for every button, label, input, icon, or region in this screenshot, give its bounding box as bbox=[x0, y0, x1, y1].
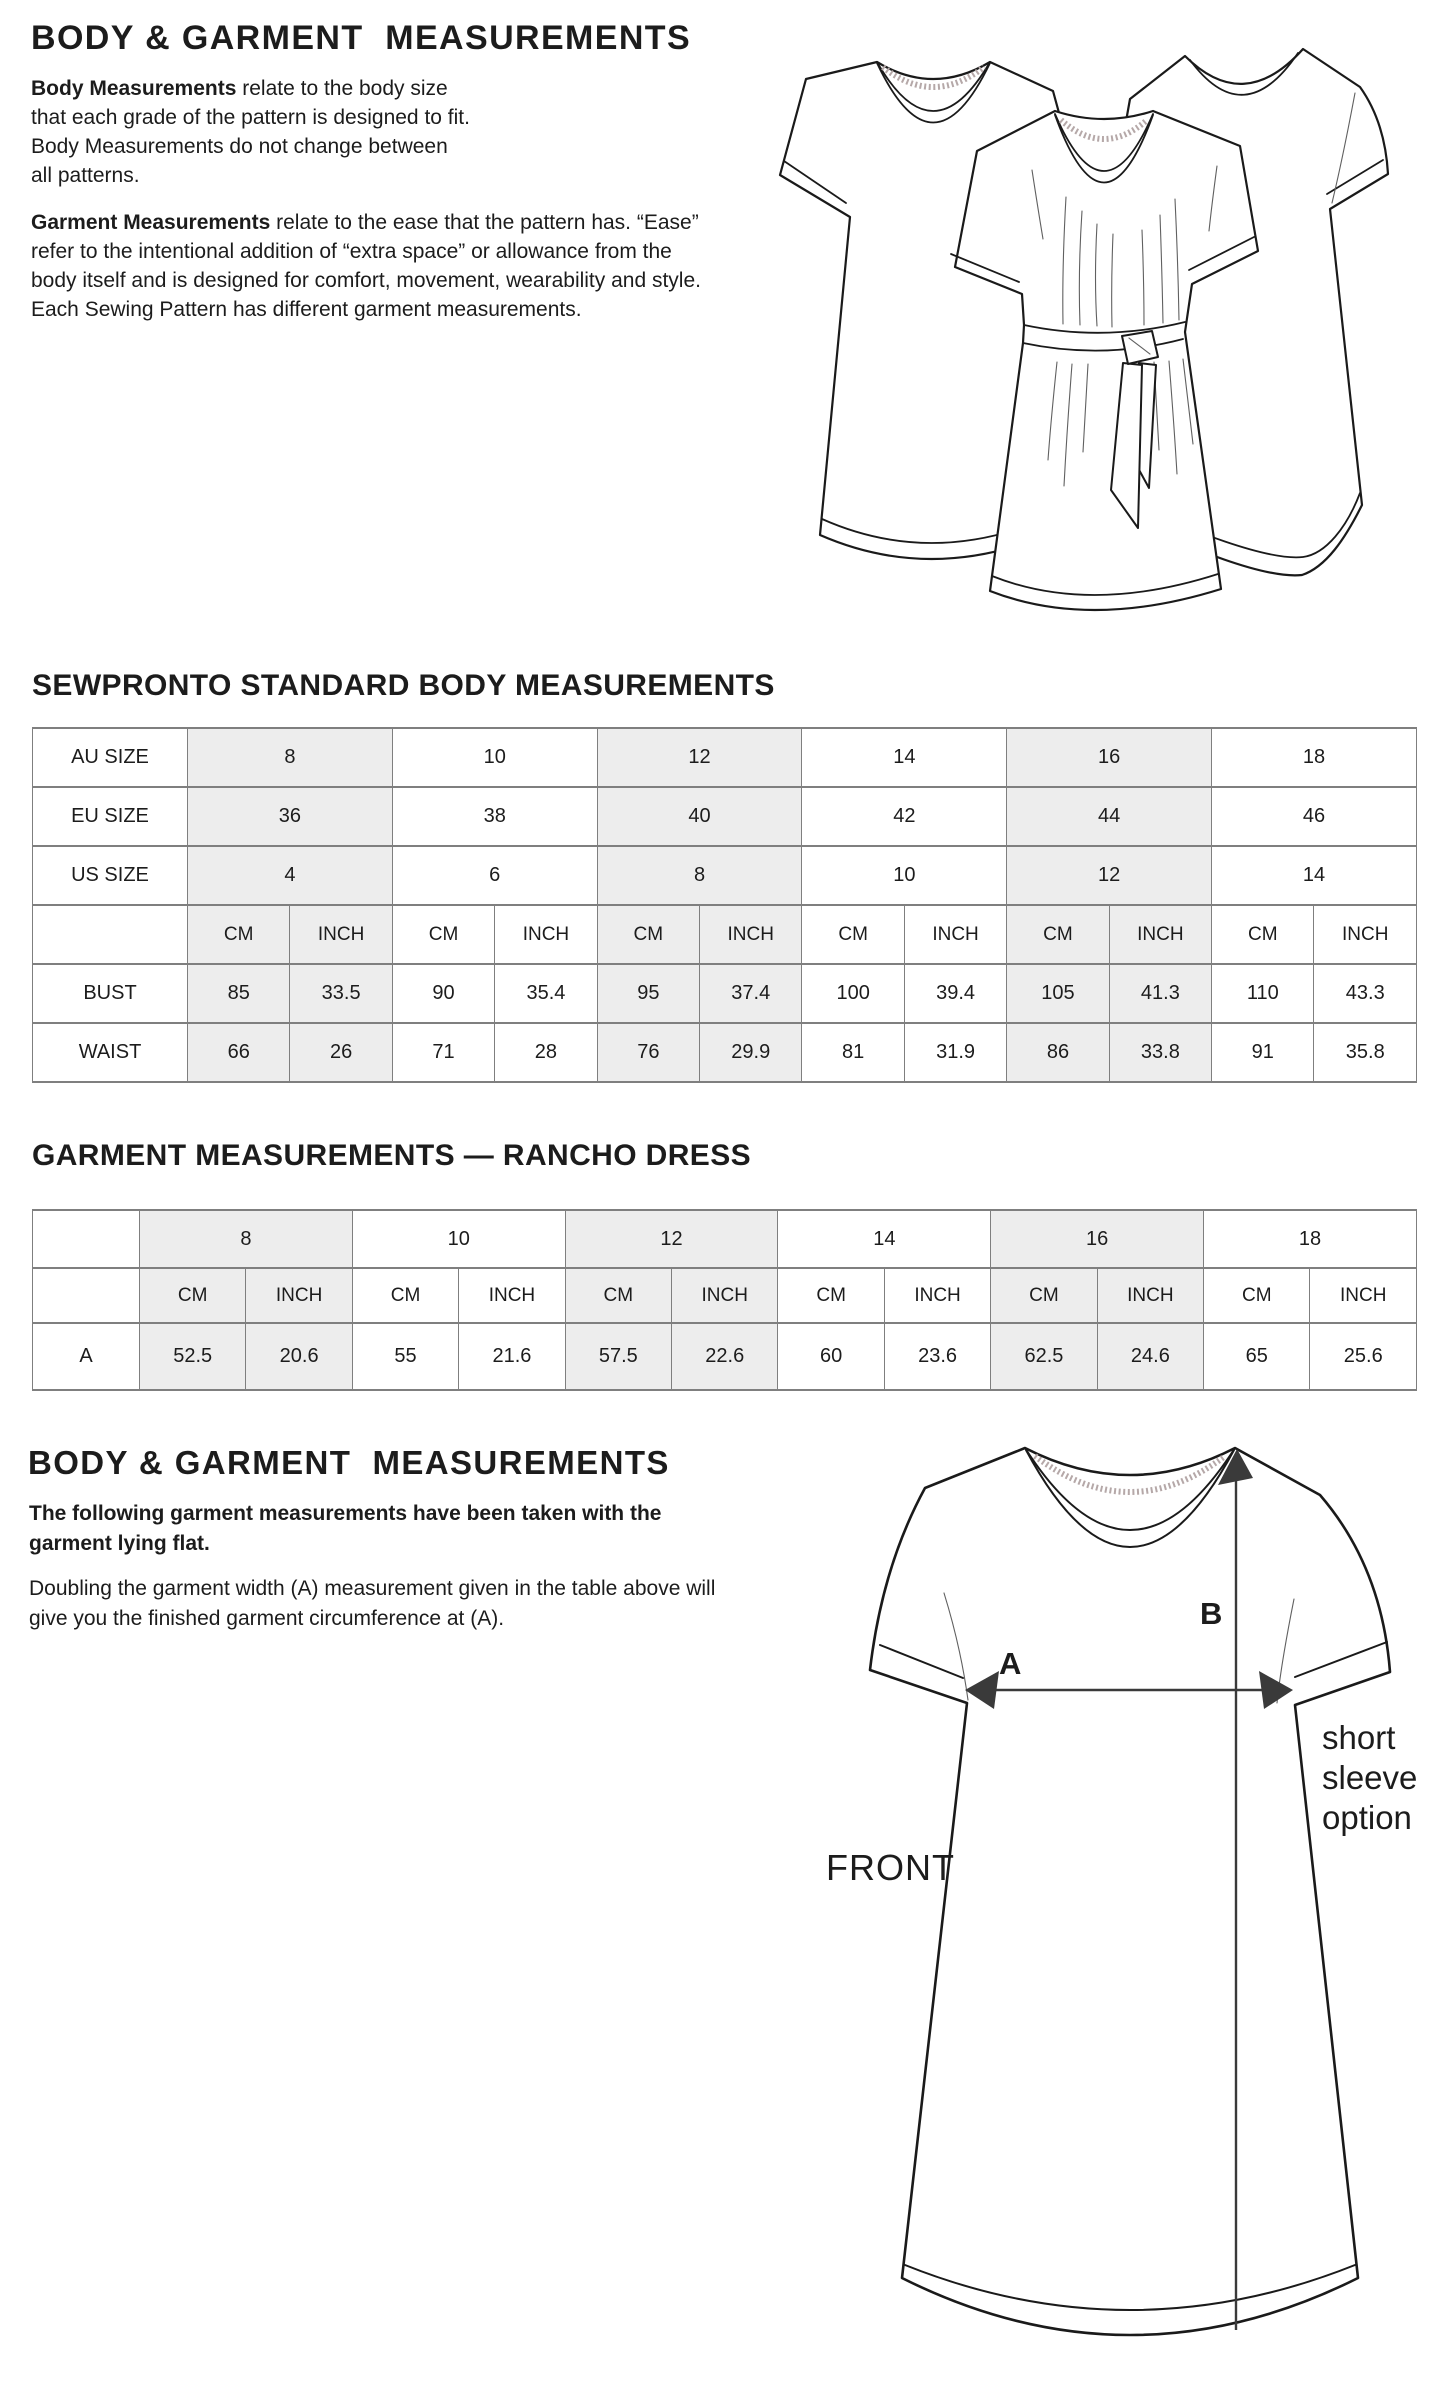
unit-cell: CM bbox=[1204, 1268, 1310, 1323]
paragraph-line: all patterns. bbox=[31, 164, 140, 187]
value-cell: 23.6 bbox=[884, 1323, 990, 1390]
unit-cell: INCH bbox=[1109, 905, 1211, 964]
dress-flats-illustration bbox=[770, 26, 1410, 640]
value-cell: 91 bbox=[1212, 1023, 1314, 1082]
value-cell: 41.3 bbox=[1109, 964, 1211, 1023]
paragraph-lines bbox=[29, 1574, 715, 1634]
size-cell: 6 bbox=[392, 846, 597, 905]
size-cell: 10 bbox=[392, 728, 597, 787]
paragraph-line: sleeve bbox=[1322, 1759, 1418, 1796]
unit-cell: INCH bbox=[672, 1268, 778, 1323]
size-cell: 12 bbox=[597, 728, 802, 787]
unit-cell: CM bbox=[352, 1268, 458, 1323]
value-cell: 35.4 bbox=[495, 964, 597, 1023]
paragraph-line: Garment Measurements relate to the ease that the pattern has. “Ease” bbox=[31, 211, 699, 234]
unit-cell: INCH bbox=[884, 1268, 990, 1323]
value-cell: 29.9 bbox=[700, 1023, 802, 1082]
size-cell: 8 bbox=[140, 1210, 353, 1268]
size-cell: 36 bbox=[188, 787, 393, 846]
size-cell: 16 bbox=[1007, 728, 1212, 787]
paragraph-line: body itself and is designed for comfort, movement, wearability and style. bbox=[31, 269, 701, 292]
unit-cell: INCH bbox=[1314, 905, 1417, 964]
unit-cell: CM bbox=[802, 905, 904, 964]
garment-measurements-heading: GARMENT MEASUREMENTS — RANCHO DRESS bbox=[32, 1139, 752, 1172]
paragraph-line: garment lying flat. bbox=[29, 1532, 210, 1555]
garment-measurements-table-wrap bbox=[32, 1209, 1417, 1391]
value-cell: 86 bbox=[1007, 1023, 1109, 1082]
value-cell: 24.6 bbox=[1097, 1323, 1203, 1390]
value-cell: 76 bbox=[597, 1023, 699, 1082]
value-cell: 100 bbox=[802, 964, 904, 1023]
value-cell: 37.4 bbox=[700, 964, 802, 1023]
document-title: BODY & GARMENT MEASUREMENTS bbox=[31, 19, 692, 57]
unit-cell: INCH bbox=[459, 1268, 565, 1323]
body-measurements-paragraph bbox=[31, 74, 470, 190]
size-cell: 10 bbox=[352, 1210, 565, 1268]
value-cell: 39.4 bbox=[904, 964, 1006, 1023]
row-label-cell: EU SIZE bbox=[33, 787, 188, 846]
unit-cell: INCH bbox=[290, 905, 392, 964]
paragraph-line: Body Measurements do not change between bbox=[31, 135, 448, 158]
size-cell: 8 bbox=[597, 846, 802, 905]
size-cell: 16 bbox=[991, 1210, 1204, 1268]
garment-measurements-paragraph bbox=[31, 208, 701, 324]
paragraph-lines bbox=[31, 237, 701, 324]
row-label-cell bbox=[33, 1210, 140, 1268]
paragraph-line: give you the finished garment circumference at (A). bbox=[29, 1607, 505, 1630]
unit-cell: CM bbox=[1007, 905, 1109, 964]
paragraph-line: refer to the intentional addition of “extra space” or allowance from the bbox=[31, 240, 672, 263]
value-cell: 85 bbox=[188, 964, 290, 1023]
unit-cell: INCH bbox=[495, 905, 597, 964]
note-lines bbox=[1322, 1718, 1417, 1838]
unit-cell: INCH bbox=[1097, 1268, 1203, 1323]
unit-cell: CM bbox=[1212, 905, 1314, 964]
row-label-cell: WAIST bbox=[33, 1023, 188, 1082]
unit-cell: CM bbox=[991, 1268, 1097, 1323]
value-cell: 57.5 bbox=[565, 1323, 671, 1390]
paragraph-line: Body Measurements relate to the body size bbox=[31, 77, 448, 100]
value-cell: 95 bbox=[597, 964, 699, 1023]
paragraph-line: Doubling the garment width (A) measurement given in the table above will bbox=[29, 1577, 716, 1600]
value-cell: 90 bbox=[392, 964, 494, 1023]
row-label-cell: US SIZE bbox=[33, 846, 188, 905]
row-label-cell: BUST bbox=[33, 964, 188, 1023]
paragraph-line: that each grade of the pattern is designed to fit. bbox=[31, 106, 470, 129]
front-label: FRONT bbox=[826, 1847, 955, 1888]
size-cell: 14 bbox=[778, 1210, 991, 1268]
size-cell: 44 bbox=[1007, 787, 1212, 846]
unit-cell: CM bbox=[597, 905, 699, 964]
value-cell: 71 bbox=[392, 1023, 494, 1082]
value-cell: 21.6 bbox=[459, 1323, 565, 1390]
unit-cell: INCH bbox=[904, 905, 1006, 964]
flat-measurements-heading: BODY & GARMENT MEASUREMENTS bbox=[28, 1444, 670, 1481]
unit-cell: INCH bbox=[1310, 1268, 1417, 1323]
size-cell: 14 bbox=[802, 728, 1007, 787]
garment-measurements-table-el bbox=[32, 1209, 1417, 1391]
size-cell: 40 bbox=[597, 787, 802, 846]
size-cell: 10 bbox=[802, 846, 1007, 905]
size-cell: 4 bbox=[188, 846, 393, 905]
value-cell: 43.3 bbox=[1314, 964, 1417, 1023]
value-cell: 60 bbox=[778, 1323, 884, 1390]
value-cell: 31.9 bbox=[904, 1023, 1006, 1082]
value-cell: 28 bbox=[495, 1023, 597, 1082]
size-cell: 42 bbox=[802, 787, 1007, 846]
value-cell: 65 bbox=[1204, 1323, 1310, 1390]
paragraph-lines bbox=[31, 103, 470, 190]
paragraph-lines bbox=[29, 1499, 661, 1559]
value-cell: 33.5 bbox=[290, 964, 392, 1023]
flat-measurements-paragraph bbox=[29, 1574, 715, 1634]
unit-cell: CM bbox=[565, 1268, 671, 1323]
garment-measurements-table bbox=[32, 1209, 1417, 1391]
value-cell: 20.6 bbox=[246, 1323, 352, 1390]
value-cell: 22.6 bbox=[672, 1323, 778, 1390]
value-cell: 52.5 bbox=[140, 1323, 246, 1390]
body-measurements-table bbox=[32, 727, 1417, 1083]
body-measurements-table-el bbox=[32, 727, 1417, 1083]
value-cell: 66 bbox=[188, 1023, 290, 1082]
unit-cell: INCH bbox=[246, 1268, 352, 1323]
row-label-cell: AU SIZE bbox=[33, 728, 188, 787]
row-label-cell bbox=[33, 905, 188, 964]
dress-outline bbox=[870, 1448, 1390, 2335]
value-cell: 25.6 bbox=[1310, 1323, 1417, 1390]
length-label-b: B bbox=[1200, 1596, 1223, 1631]
value-cell: 62.5 bbox=[991, 1323, 1097, 1390]
value-cell: 105 bbox=[1007, 964, 1109, 1023]
value-cell: 26 bbox=[290, 1023, 392, 1082]
size-cell: 38 bbox=[392, 787, 597, 846]
unit-cell: CM bbox=[778, 1268, 884, 1323]
size-cell: 18 bbox=[1212, 728, 1417, 787]
value-cell: 33.8 bbox=[1109, 1023, 1211, 1082]
dress-front-measure-diagram bbox=[826, 1427, 1416, 2357]
value-cell: 110 bbox=[1212, 964, 1314, 1023]
unit-cell: CM bbox=[392, 905, 494, 964]
unit-cell: CM bbox=[188, 905, 290, 964]
body-measurements-table-wrap bbox=[32, 727, 1417, 1083]
row-label-cell bbox=[33, 1268, 140, 1323]
size-cell: 18 bbox=[1204, 1210, 1417, 1268]
value-cell: 81 bbox=[802, 1023, 904, 1082]
size-cell: 8 bbox=[188, 728, 393, 787]
row-label-cell: A bbox=[33, 1323, 140, 1390]
unit-cell: CM bbox=[140, 1268, 246, 1323]
flat-measurements-bold-paragraph bbox=[29, 1499, 661, 1559]
width-label-a: A bbox=[999, 1646, 1022, 1681]
size-cell: 12 bbox=[1007, 846, 1212, 905]
value-cell: 35.8 bbox=[1314, 1023, 1417, 1082]
size-cell: 12 bbox=[565, 1210, 778, 1268]
paragraph-line: Each Sewing Pattern has different garment measurements. bbox=[31, 298, 582, 321]
unit-cell: INCH bbox=[700, 905, 802, 964]
belt-knot bbox=[1122, 331, 1158, 364]
paragraph-line: The following garment measurements have been taken with the bbox=[29, 1502, 662, 1525]
paragraph-line: short bbox=[1322, 1719, 1396, 1756]
value-cell: 55 bbox=[352, 1323, 458, 1390]
paragraph-line: option bbox=[1322, 1799, 1412, 1836]
body-measurements-heading: SEWPRONTO STANDARD BODY MEASUREMENTS bbox=[32, 669, 775, 702]
size-cell: 14 bbox=[1212, 846, 1417, 905]
size-cell: 46 bbox=[1212, 787, 1417, 846]
sleeve-option-note bbox=[1322, 1718, 1417, 1838]
